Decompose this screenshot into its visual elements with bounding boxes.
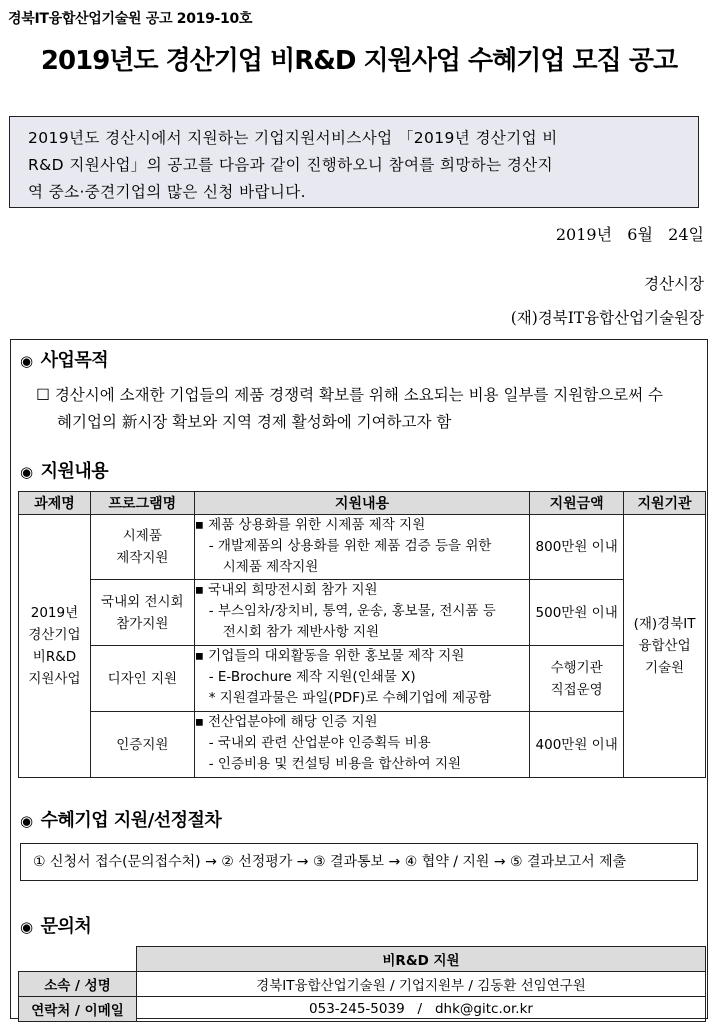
table-row [19, 972, 706, 997]
amount-cell [530, 712, 624, 778]
content-line: - E-Brochure 제작 지원(인쇄물 X) [208, 669, 416, 685]
table-row [19, 580, 706, 646]
bullet-icon: ◉ [20, 812, 33, 830]
amount-cell [530, 515, 624, 580]
table-header-row [19, 947, 706, 972]
issuer-mayor: 경산시장 [644, 275, 704, 293]
program-cell [90, 646, 194, 712]
agency-line: 기술원 [644, 660, 685, 676]
program-line: 시제품 [122, 528, 162, 544]
program-line: 참가지원 [116, 615, 169, 632]
notice-date: 2019년 6월 24일 [555, 225, 704, 244]
program-line: 디자인 지원 [107, 670, 178, 687]
amount-line: 500만원 이내 [535, 604, 618, 621]
task-name-line: 비R&D [32, 649, 77, 665]
amount-line: 직접운영 [550, 681, 603, 698]
content-line: ▪ 기업들의 대외활동을 위한 홍보물 제작 지원 [194, 648, 465, 664]
table-row [19, 997, 706, 1022]
amount-line: 800만원 이내 [535, 539, 618, 555]
support-table [18, 491, 706, 778]
content-line: - 국내외 관련 산업분야 인증획득 비용 [208, 735, 431, 751]
amount-line: 400만원 이내 [535, 736, 618, 753]
agency-cell [624, 515, 706, 778]
content-line: ▪ 국내외 희망전시회 참가 지원 [194, 582, 378, 598]
procedure-box: ① 신청서 접수(문의접수처) → ② 선정평가 → ③ 결과통보 → ④ 협약 / 지원 → ⑤ 결과보고서 제출 [20, 843, 698, 881]
column-header: 지원금액 [530, 492, 624, 515]
program-line: 제작지원 [116, 550, 169, 566]
column-header: 과제명 [19, 492, 91, 515]
content-cell [194, 712, 529, 778]
program-line: 국내외 전시회 [101, 593, 184, 610]
table-row [19, 515, 706, 580]
intro-box [9, 116, 699, 208]
task-name-line: 2019년 [30, 605, 79, 621]
content-line: ▪ 전산업분야에 해당 인증 지원 [194, 714, 378, 730]
contact-table [18, 946, 706, 1022]
table-row [19, 646, 706, 712]
contact-label: 연락처 / 이메일 [19, 997, 137, 1022]
section-heading-text: 사업목적 [40, 350, 109, 371]
bullet-icon: ◉ [20, 463, 33, 481]
section-heading-procedure [20, 806, 221, 832]
program-cell [90, 515, 194, 580]
column-header: 지원기관 [624, 492, 706, 515]
bullet-icon: ◉ [20, 352, 33, 370]
content-cell [194, 580, 529, 646]
contact-label: 소속 / 성명 [19, 972, 137, 997]
section-heading-text: 수혜기업 지원/선정절차 [40, 810, 222, 831]
program-cell [90, 712, 194, 778]
page-title: 2019년도 경산기업 비R&D 지원사업 수혜기업 모집 공고 [40, 46, 678, 76]
table-header-row [19, 492, 706, 515]
content-line: - 개발제품의 상용화를 위한 제품 검증 등을 위한 [208, 538, 492, 554]
intro-line: 역 중소·중견기업의 많은 신청 바랍니다. [28, 183, 306, 201]
purpose-line: ☐ 경산시에 소재한 기업들의 제품 경쟁력 확보를 위해 소요되는 비용 일부를 지원함으로써 수 [36, 386, 664, 404]
task-name-line: 경산기업 [28, 627, 81, 643]
bullet-icon: ◉ [20, 918, 33, 936]
program-line: 인증지원 [116, 736, 169, 753]
task-name-cell [19, 515, 91, 778]
amount-line: 수행기관 [550, 659, 603, 676]
contact-value: 경북IT융합산업기술원 / 기업지원부 / 김동환 선임연구원 [137, 972, 706, 997]
section-heading-text: 문의처 [40, 916, 92, 937]
notice-number: 경북IT융합산업기술원 공고 2019-10호 [8, 11, 253, 27]
intro-line: 2019년도 경산시에서 지원하는 기업지원서비스사업 「2019년 경산기업 비 [28, 129, 558, 147]
section-heading-support [20, 457, 108, 483]
agency-line: 융합산업 [638, 638, 691, 654]
column-header: 지원내용 [194, 492, 529, 515]
task-name-line: 지원사업 [28, 671, 81, 687]
amount-cell [530, 646, 624, 712]
purpose-line: 혜기업의 新시장 확보와 지역 경제 활성화에 기여하고자 함 [57, 413, 452, 431]
empty-cell [19, 947, 137, 972]
section-heading-purpose [20, 346, 108, 372]
table-row [19, 712, 706, 778]
section-heading-text: 지원내용 [40, 461, 109, 482]
program-cell [90, 580, 194, 646]
column-header: 프로그램명 [90, 492, 194, 515]
content-line: 전시회 참가 제반사항 지원 [222, 624, 380, 640]
amount-cell [530, 580, 624, 646]
content-line: - 부스임차/장치비, 통역, 운송, 홍보물, 전시품 등 [208, 603, 496, 619]
content-cell [194, 646, 529, 712]
issuer-institute: (재)경북IT융합산업기술원장 [510, 309, 704, 327]
intro-line: R&D 지원사업」의 공고를 다음과 같이 진행하오니 참여를 희망하는 경산지 [28, 156, 553, 174]
content-line: * 지원결과물은 파일(PDF)로 수혜기업에 제공함 [208, 690, 492, 706]
contact-value: 053-245-5039 / dhk@gitc.or.kr [137, 997, 706, 1022]
content-line: 시제품 제작지원 [222, 559, 319, 575]
contact-header: 비R&D 지원 [137, 947, 706, 972]
agency-line: (재)경북IT [633, 616, 696, 632]
content-line: ▪ 제품 상용화를 위한 시제품 제작 지원 [194, 517, 426, 533]
purpose-text [36, 382, 696, 436]
content-line: - 인증비용 및 컨설팅 비용을 합산하여 지원 [208, 756, 462, 772]
content-cell [194, 515, 529, 580]
section-heading-contact [20, 912, 91, 938]
